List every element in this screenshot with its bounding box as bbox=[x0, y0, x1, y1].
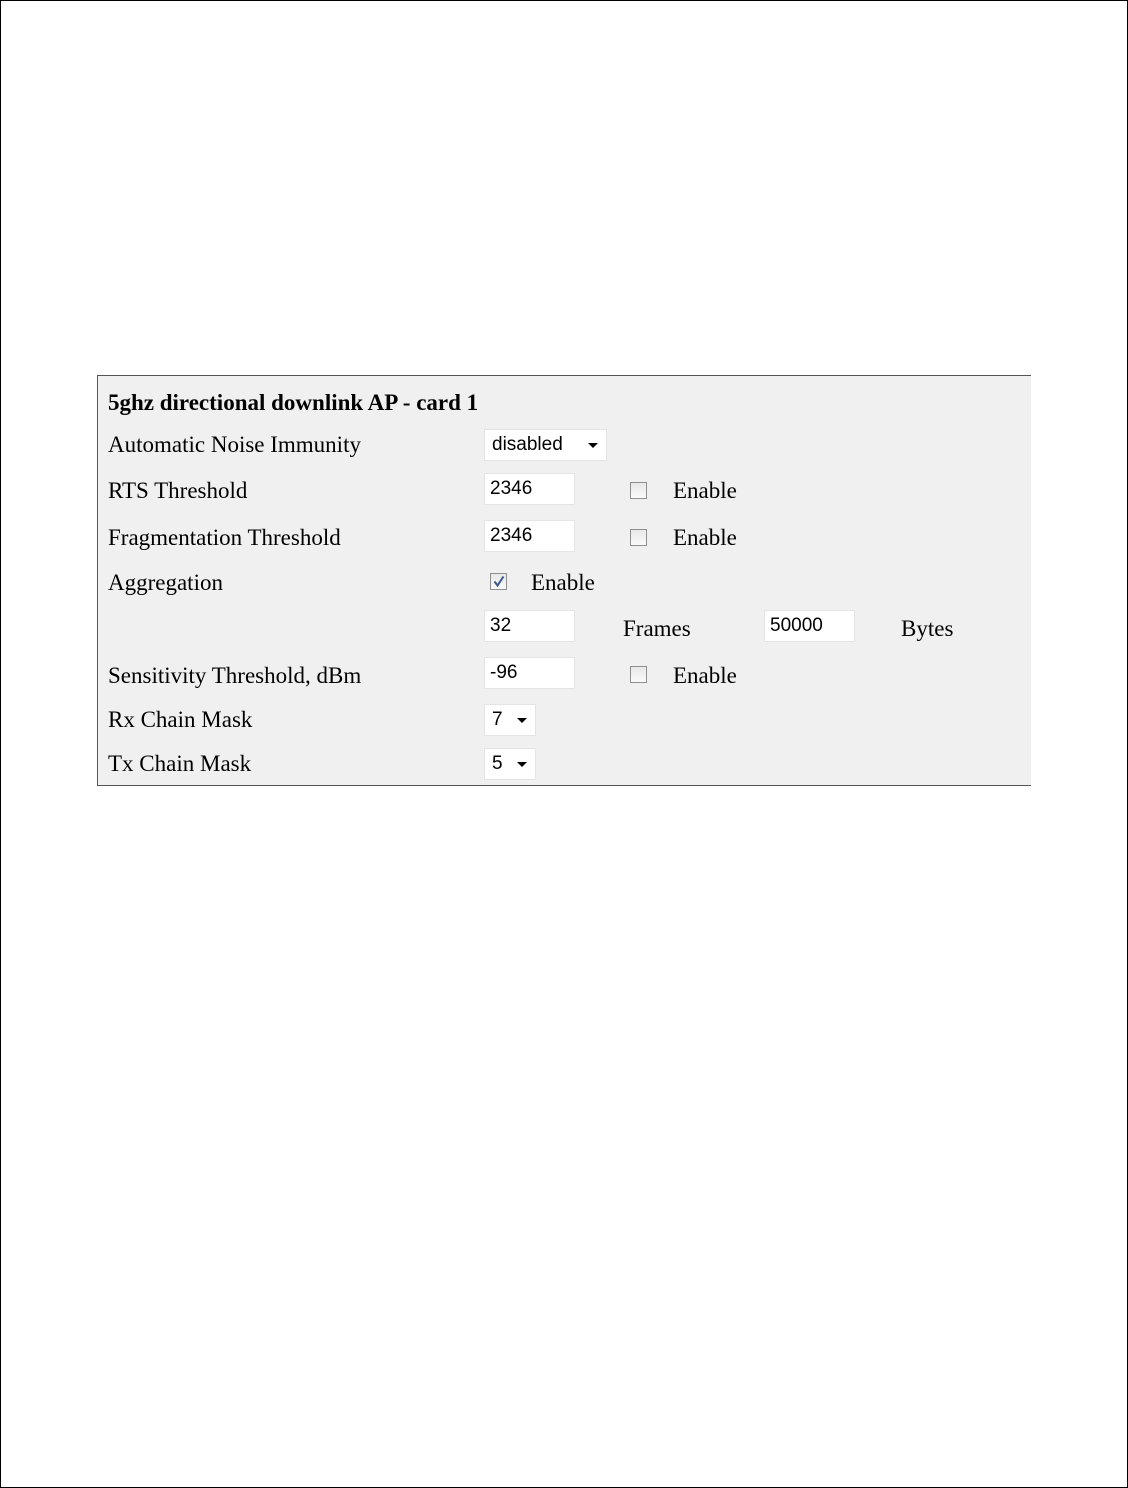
aggregation-enable-label: Enable bbox=[531, 570, 595, 595]
rts-enable-label: Enable bbox=[673, 478, 737, 503]
bytes-label: Bytes bbox=[901, 616, 954, 641]
frames-label: Frames bbox=[623, 616, 691, 641]
sensitivity-threshold-label: Sensitivity Threshold, dBm bbox=[108, 663, 362, 688]
sensitivity-threshold-input[interactable] bbox=[484, 657, 575, 689]
rx-chain-mask-label: Rx Chain Mask bbox=[108, 707, 253, 732]
aggregation-enable-checkbox[interactable] bbox=[490, 573, 507, 590]
fragmentation-enable-label: Enable bbox=[673, 525, 737, 550]
noise-immunity-selected-value: disabled bbox=[492, 434, 563, 455]
tx-chain-mask-label: Tx Chain Mask bbox=[108, 751, 252, 776]
noise-immunity-select[interactable] bbox=[484, 429, 607, 461]
sensitivity-enable-checkbox[interactable] bbox=[630, 666, 647, 683]
rts-threshold-label: RTS Threshold bbox=[108, 478, 248, 503]
aggregation-label: Aggregation bbox=[108, 570, 223, 595]
aggregation-frames-input[interactable] bbox=[484, 610, 575, 642]
rts-threshold-input[interactable] bbox=[484, 473, 575, 505]
rx-chain-mask-selected-value: 7 bbox=[492, 709, 503, 730]
fragmentation-threshold-input[interactable] bbox=[484, 520, 575, 552]
fragmentation-enable-checkbox[interactable] bbox=[630, 529, 647, 546]
panel-title: 5ghz directional downlink AP - card 1 bbox=[108, 390, 479, 415]
aggregation-bytes-input[interactable] bbox=[764, 610, 855, 642]
noise-immunity-label: Automatic Noise Immunity bbox=[108, 432, 361, 457]
tx-chain-mask-select[interactable] bbox=[484, 748, 536, 780]
radio-settings-panel bbox=[97, 375, 1031, 786]
chevron-down-icon bbox=[517, 762, 527, 767]
chevron-down-icon bbox=[517, 718, 527, 723]
rts-enable-checkbox[interactable] bbox=[630, 482, 647, 499]
chevron-down-icon bbox=[588, 443, 598, 448]
checkmark-icon bbox=[493, 575, 505, 588]
rx-chain-mask-select[interactable] bbox=[484, 704, 536, 736]
fragmentation-threshold-label: Fragmentation Threshold bbox=[108, 525, 341, 550]
sensitivity-enable-label: Enable bbox=[673, 663, 737, 688]
tx-chain-mask-selected-value: 5 bbox=[492, 753, 503, 774]
